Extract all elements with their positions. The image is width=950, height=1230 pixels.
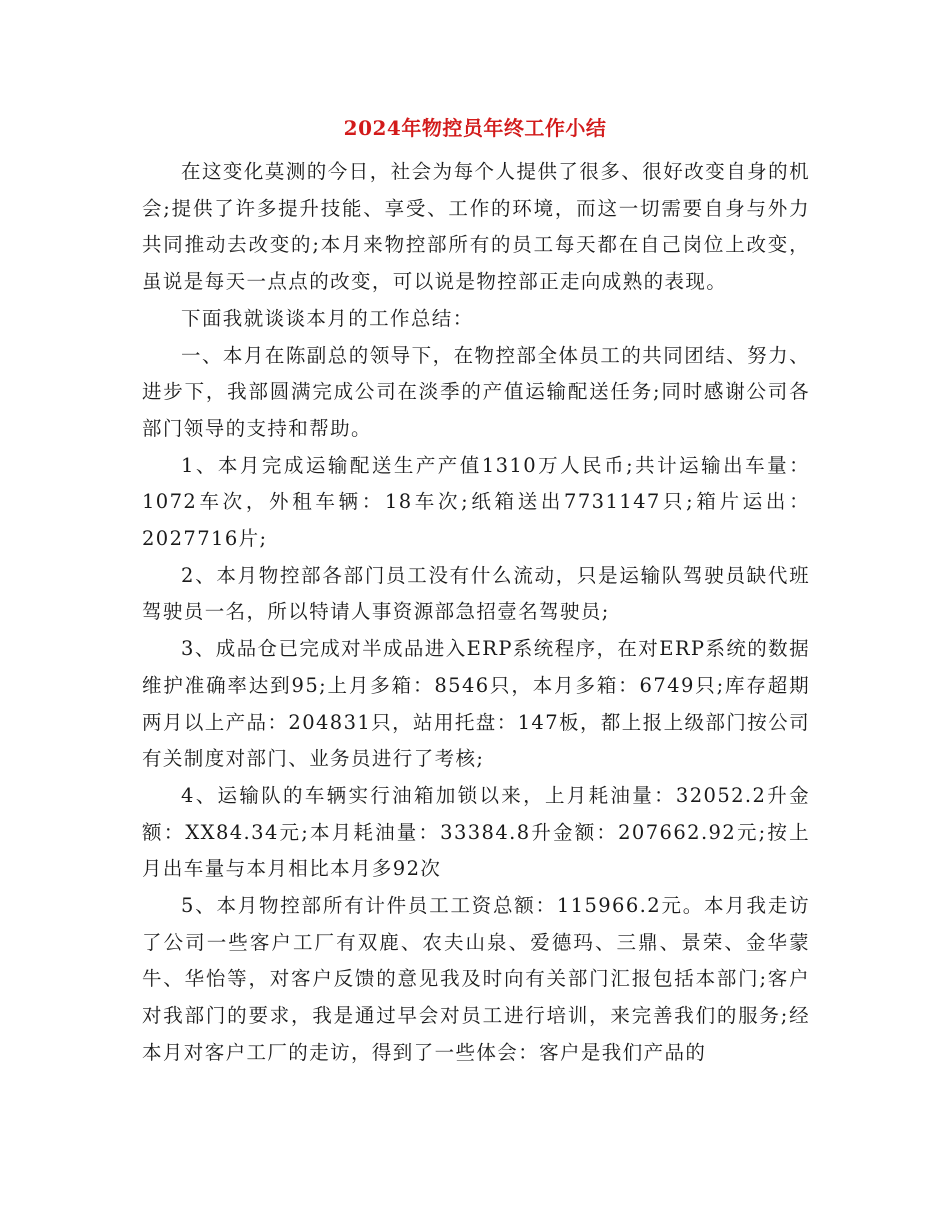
paragraph-item-1: 1、本月完成运输配送生产产值1310万人民币;共计运输出车量：1072车次，外租车辆：18车次;纸箱送出7731147只;箱片运出：2027716片;	[142, 453, 810, 551]
paragraph-item-2: 2、本月物控部各部门员工没有什么流动，只是运输队驾驶员缺代班驾驶员一名，所以特请人事资源部急招壹名驾驶员;	[142, 563, 810, 624]
paragraph-summary-lead: 下面我就谈谈本月的工作总结：	[181, 306, 474, 330]
paragraph-section-one: 一、本月在陈副总的领导下，在物控部全体员工的共同团结、努力、进步下，我部圆满完成公司在淡季的产值运输配送任务;同时感谢公司各部门领导的支持和帮助。	[142, 343, 810, 440]
document-body	[142, 154, 810, 1072]
paragraph-intro: 在这变化莫测的今日，社会为每个人提供了很多、很好改变自身的机会;提供了许多提升技能、享受、工作的环境，而这一切需要自身与外力共同推动去改变的;本月来物控部所有的员工每天都在自己岗位上改变，虽说是每天一点点的改变，可以说是物控部正走向成熟的表现。	[142, 160, 810, 294]
paragraph-item-4: 4、运输队的车辆实行油箱加锁以来，上月耗油量：32052.2升金额：XX84.34元;本月耗油量：33384.8升金额：207662.92元;按上月出车量与本月相比本月多92次	[142, 783, 810, 881]
paragraph-item-3: 3、成品仓已完成对半成品进入ERP系统程序，在对ERP系统的数据维护准确率达到95;上月多箱：8546只，本月多箱：6749只;库存超期两月以上产品：204831只，站用托盘：147板，都上报上级部门按公司有关制度对部门、业务员进行了考核;	[142, 637, 810, 771]
paragraph-item-5: 5、本月物控部所有计件员工工资总额：115966.2元。本月我走访了公司一些客户工厂有双鹿、农夫山泉、爱德玛、三鼎、景荣、金华蒙牛、华怡等，对客户反馈的意见我及时向有关部门汇报包括本部门;客户对我部门的要求，我是通过早会对员工进行培训，来完善我们的服务;经本月对客户工厂的走访，得到了一些体会：客户是我们产品的	[142, 894, 810, 1064]
document-title: 2024年物控员年终工作小结	[343, 116, 607, 140]
